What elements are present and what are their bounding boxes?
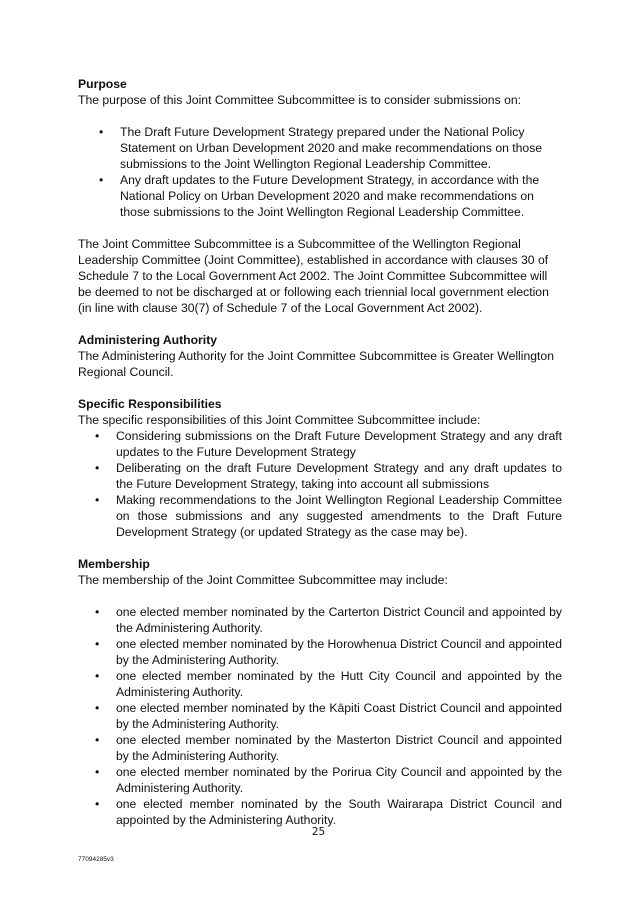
purpose-body: The Joint Committee Subcommittee is a Subcommittee of the Wellington Regional Leadership Committee (Joint Committee), established in accordance with clauses 30 of Schedule 7 to the Local Government Act 2002. The Joint Committee Subcommittee will be deemed to not be discharged at or following each triennial local government election (in line with clause 30(7) of Schedule 7 of the Local Government Act 2002). — [78, 237, 549, 315]
responsibilities-list — [116, 428, 562, 540]
list-item: • one elected member nominated by the Porirua City Council and appointed by the Administering Authority. — [116, 764, 562, 796]
purpose-intro: The purpose of this Joint Committee Subcommittee is to consider submissions on: — [78, 93, 522, 107]
purpose-list — [120, 124, 562, 220]
responsibilities-heading: Specific Responsibilities — [78, 397, 222, 411]
membership-intro: The membership of the Joint Committee Subcommittee may include: — [78, 573, 448, 587]
list-item: • The Draft Future Development Strategy prepared under the National Policy Statement on Urban Development 2020 and make recommendations on those submissions to the Joint Wellington Regional Leadership Committee. — [120, 124, 562, 172]
purpose-heading: Purpose — [78, 77, 127, 91]
membership-list — [116, 604, 562, 828]
document-reference: 77094285v3 — [78, 856, 114, 863]
document-page — [78, 76, 562, 828]
membership-heading: Membership — [78, 557, 150, 571]
page-number: 25 — [311, 826, 326, 838]
administering-heading: Administering Authority — [78, 333, 218, 347]
list-item: • one elected member nominated by the Kāpiti Coast District Council and appointed by the Administering Authority. — [116, 700, 562, 732]
list-item: • Deliberating on the draft Future Development Strategy and any draft updates to the Future Development Strategy, taking into account all submissions — [116, 460, 562, 492]
list-item: • one elected member nominated by the Masterton District Council and appointed by the Administering Authority. — [116, 732, 562, 764]
administering-body: The Administering Authority for the Joint Committee Subcommittee is Greater Wellington Regional Council. — [78, 349, 554, 379]
list-item: • Making recommendations to the Joint Wellington Regional Leadership Committee on those submissions and any suggested amendments to the Draft Future Development Strategy (or updated Strategy as the case may be). — [116, 492, 562, 540]
list-item: • one elected member nominated by the Carterton District Council and appointed by the Administering Authority. — [116, 604, 562, 636]
list-item: • Considering submissions on the Draft Future Development Strategy and any draft updates to the Future Development Strategy — [116, 428, 562, 460]
list-item: • one elected member nominated by the Horowhenua District Council and appointed by the Administering Authority. — [116, 636, 562, 668]
list-item: • one elected member nominated by the Hutt City Council and appointed by the Administering Authority. — [116, 668, 562, 700]
list-item: • Any draft updates to the Future Development Strategy, in accordance with the National Policy on Urban Development 2020 and make recommendations on those submissions to the Joint Wellington Regional Leadership Committee. — [120, 172, 562, 220]
responsibilities-intro: The specific responsibilities of this Joint Committee Subcommittee include: — [78, 413, 481, 427]
list-item: • one elected member nominated by the South Wairarapa District Council and appointed by the Administering Authority. — [116, 796, 562, 828]
